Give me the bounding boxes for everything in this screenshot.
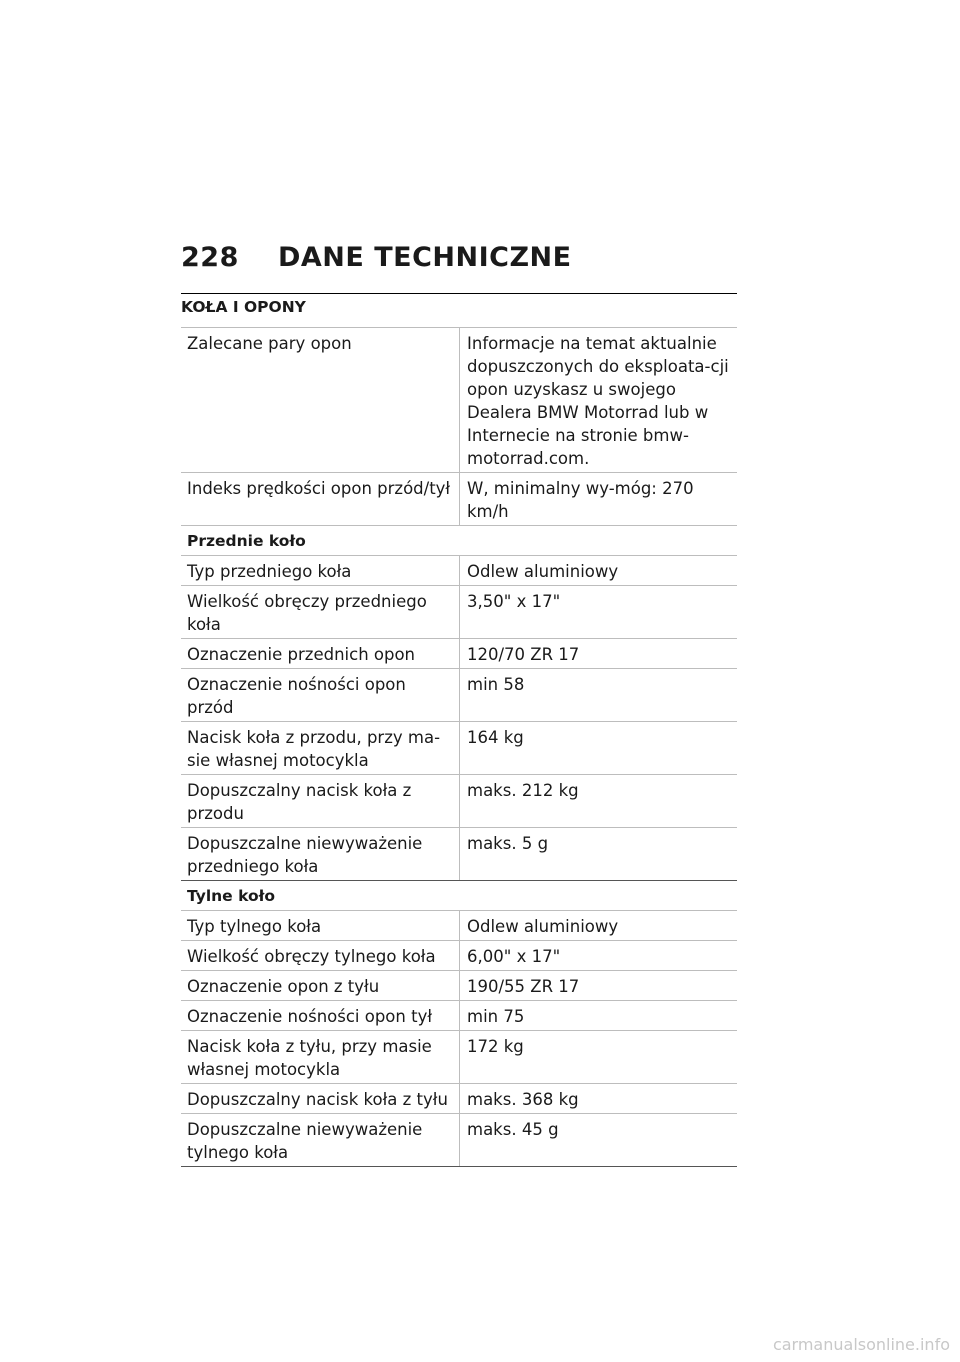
spec-label: Dopuszczalne niewyważenie tylnego koła (181, 1114, 460, 1167)
subsection-heading: Tylne koło (181, 881, 737, 911)
spec-value: min 75 (460, 1001, 738, 1031)
spec-label: Zalecane pary opon (181, 328, 460, 473)
spec-label: Typ przedniego koła (181, 556, 460, 586)
table-row (181, 473, 737, 526)
spec-label: Dopuszczalny nacisk koła z tyłu (181, 1084, 460, 1114)
spec-value: Informacje na temat aktualnie dopuszczonych do eksploata-cji opon uzyskasz u swojego Dealera BMW Motorrad lub w Internecie na stronie bmw-motorrad.com. (460, 328, 738, 473)
spec-label: Typ tylnego koła (181, 911, 460, 941)
table-row (181, 828, 737, 881)
spec-label: Wielkość obręczy tylnego koła (181, 941, 460, 971)
spec-value: Odlew aluminiowy (460, 556, 738, 586)
table-row (181, 722, 737, 775)
spec-label: Nacisk koła z przodu, przy ma-sie własnej motocykla (181, 722, 460, 775)
spec-value: 3,50" x 17" (460, 586, 738, 639)
spec-value: maks. 5 g (460, 828, 738, 881)
specs-table (181, 327, 737, 1167)
table-row (181, 971, 737, 1001)
table-row (181, 669, 737, 722)
spec-value: 190/55 ZR 17 (460, 971, 738, 1001)
table-row (181, 775, 737, 828)
table-row (181, 1114, 737, 1167)
watermark: carmanualsonline.info (772, 1335, 950, 1354)
page-header (181, 242, 572, 273)
spec-value: maks. 368 kg (460, 1084, 738, 1114)
section-title: KOŁA I OPONY (181, 298, 306, 316)
spec-value: 172 kg (460, 1031, 738, 1084)
spec-label: Dopuszczalny nacisk koła z przodu (181, 775, 460, 828)
table-row (181, 556, 737, 586)
table-row (181, 328, 737, 473)
spec-label: Nacisk koła z tyłu, przy masie własnej motocykla (181, 1031, 460, 1084)
spec-label: Dopuszczalne niewyważenie przedniego koła (181, 828, 460, 881)
spec-label: Oznaczenie opon z tyłu (181, 971, 460, 1001)
spec-label: Oznaczenie nośności opon przód (181, 669, 460, 722)
page-title: DANE TECHNICZNE (278, 242, 572, 273)
spec-value: Odlew aluminiowy (460, 911, 738, 941)
spec-value: 6,00" x 17" (460, 941, 738, 971)
table-row (181, 1084, 737, 1114)
table-row (181, 586, 737, 639)
table-row (181, 941, 737, 971)
spec-label: Indeks prędkości opon przód/tył (181, 473, 460, 526)
page-number: 228 (181, 242, 239, 273)
spec-value: W, minimalny wy-móg: 270 km/h (460, 473, 738, 526)
table-row (181, 1001, 737, 1031)
table-row (181, 1031, 737, 1084)
spec-value: maks. 45 g (460, 1114, 738, 1167)
subsection-row-rear (181, 881, 737, 911)
table-row (181, 911, 737, 941)
table-row (181, 639, 737, 669)
spec-value: 120/70 ZR 17 (460, 639, 738, 669)
spec-value: min 58 (460, 669, 738, 722)
subsection-heading: Przednie koło (181, 526, 737, 556)
spec-label: Wielkość obręczy przedniego koła (181, 586, 460, 639)
header-rule (181, 293, 737, 294)
spec-value: maks. 212 kg (460, 775, 738, 828)
spec-label: Oznaczenie przednich opon (181, 639, 460, 669)
spec-label: Oznaczenie nośności opon tył (181, 1001, 460, 1031)
spec-value: 164 kg (460, 722, 738, 775)
subsection-row-front (181, 526, 737, 556)
